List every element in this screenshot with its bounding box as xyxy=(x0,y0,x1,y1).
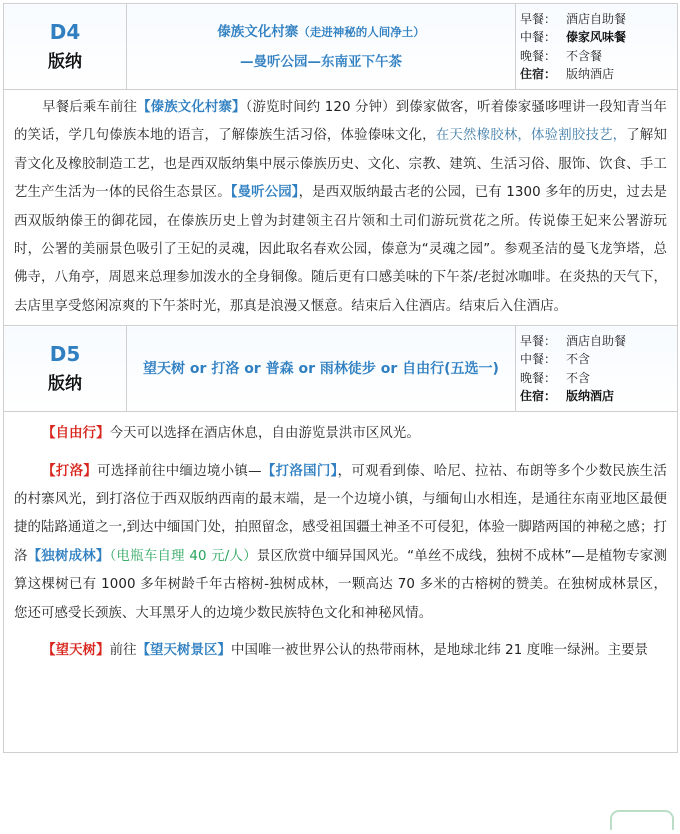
d4-meals-cell xyxy=(516,4,678,90)
d5-keyword-gate: 【打洛国门】 xyxy=(261,463,338,479)
d5-meal-lunch: 中餐： 不含 xyxy=(520,352,591,367)
d5-keyword-wangtianshu: 【望天树】 xyxy=(42,643,110,659)
d5-title: 望天树 or 打洛 or 普森 or 雨林徒步 or 自由行(五选一) xyxy=(143,360,499,377)
d5-option-wangtianshu: 【望天树】前往【望天树景区】中国唯一被世界公认的热带雨林，是地球北纬 21 度唯一绿洲。主要景 xyxy=(42,643,649,659)
d4-title-line2: —曼听公园—东南亚下午茶 xyxy=(240,53,402,70)
d4-meal-breakfast: 早餐： 酒店自助餐 xyxy=(520,11,627,26)
d5-keyword-scenic-area: 【望天树景区】 xyxy=(136,643,231,659)
d5-day-number: D5 xyxy=(49,341,81,366)
d4-body xyxy=(4,90,678,326)
d4-meal-dinner: 晚餐： 不含餐 xyxy=(520,48,603,63)
d5-accommodation: 住宿： 版纳酒店 xyxy=(520,389,615,404)
d4-title-note: （走进神秘的人间净土） xyxy=(298,24,425,39)
d4-paragraph: 早餐后乘车前往【傣族文化村寨】（游览时间约 120 分钟）到傣家做客，听着傣家骚哆哩讲一段知青当年的笑话，学几句傣族本地的语言，了解傣族生活习俗，体验傣味文化，在天然橡胶林，体验割胶技艺，了解知青文化及橡胶制造工艺，也是西双版纳集中展示傣族历史、文化、宗教、建筑、生活习俗、服饰、饮食、手工艺生产生活为一体的民俗生态景区。【曼听公园】，是西双版纳最古老的公园，已有 1300 多年的历史，过去是西双版纳傣王的御花园，在傣族历史上曾为封建领主召片领和土司们游玩赏花之所。传说傣王妃来公署游玩时，公署的美丽景色吸引了王妃的灵魂，因此取名春欢公园，傣意为“灵魂之园”。参观圣洁的曼飞龙笋塔，总佛寺，八角亭，周恩来总理参加泼水的全身铜像。随后更有口感美味的下午茶/老挝冰咖啡。在炎热的天气下，去店里享受悠闲凉爽的下午茶时光，那真是浪漫又惬意。结束后入住酒店。结束后入住酒店。 xyxy=(14,100,668,314)
d4-day-place: 版纳 xyxy=(48,51,82,72)
d5-meal-dinner: 晚餐： 不含 xyxy=(520,370,591,385)
d4-day-cell xyxy=(4,4,127,90)
d5-shuttle-fee-note: （电瓶车自理 40 元/人） xyxy=(109,548,257,564)
d5-meals-cell xyxy=(516,326,678,412)
watermark-arch-decoration xyxy=(610,810,674,830)
d4-day-number: D4 xyxy=(49,19,81,44)
d4-meal-lunch: 中餐： 傣家风味餐 xyxy=(520,30,627,44)
d5-keyword-free: 【自由行】 xyxy=(42,426,110,442)
d4-body-row xyxy=(4,90,678,326)
d4-title-line1 xyxy=(127,21,515,43)
d5-option-free: 【自由行】今天可以选择在酒店休息，自由游览景洪市区风光。 xyxy=(42,426,420,442)
d5-meal-breakfast: 早餐： 酒店自助餐 xyxy=(520,333,627,348)
d5-day-place: 版纳 xyxy=(48,373,82,394)
d5-day-cell xyxy=(4,326,127,412)
d4-title-main: 傣族文化村寨 xyxy=(217,23,299,40)
d4-rubber-forest-text: 在天然橡胶林，体验割胶技艺， xyxy=(435,128,627,144)
d5-header-row xyxy=(4,326,678,412)
d4-title-cell xyxy=(127,4,516,90)
d5-keyword-daluo: 【打洛】 xyxy=(42,463,98,479)
d4-header-row xyxy=(4,4,678,90)
d4-keyword-village: 【傣族文化村寨】 xyxy=(137,100,246,115)
d5-option-daluo: 【打洛】可选择前往中缅边境小镇—【打洛国门】，可观看到傣、哈尼、拉祜、布朗等多个少数民族生活的村寨风光，到打洛位于西双版纳西南的最末端，是一个边境小镇，与缅甸山水相连，是通往东南亚地区最便捷的陆路通道之一,到达中缅国门处，拍照留念，感受祖国疆土神圣不可侵犯，体验一脚踏两国的神秘之感；打洛【独树成林】（电瓶车自理 40 元/人）景区欣赏中缅异国风光。“单丝不成线，独树不成林”—是植物专家测算这棵树已有 1000 多年树龄千年古榕树-独树成林，一颗高达 70 多米的古榕树的赞美。在独树成林景区，您还可感受长颈族、大耳黑牙人的边境少数民族特色文化和神秘风情。 xyxy=(14,463,667,621)
d5-body-row xyxy=(4,412,678,753)
d5-keyword-banyan: 【独树成林】 xyxy=(27,548,110,564)
d5-title-cell xyxy=(127,326,516,412)
itinerary-table xyxy=(3,3,678,753)
d5-body xyxy=(4,412,678,753)
d4-accommodation: 住宿： 版纳酒店 xyxy=(520,67,615,81)
d4-keyword-park: 【曼听公园】 xyxy=(230,185,299,201)
